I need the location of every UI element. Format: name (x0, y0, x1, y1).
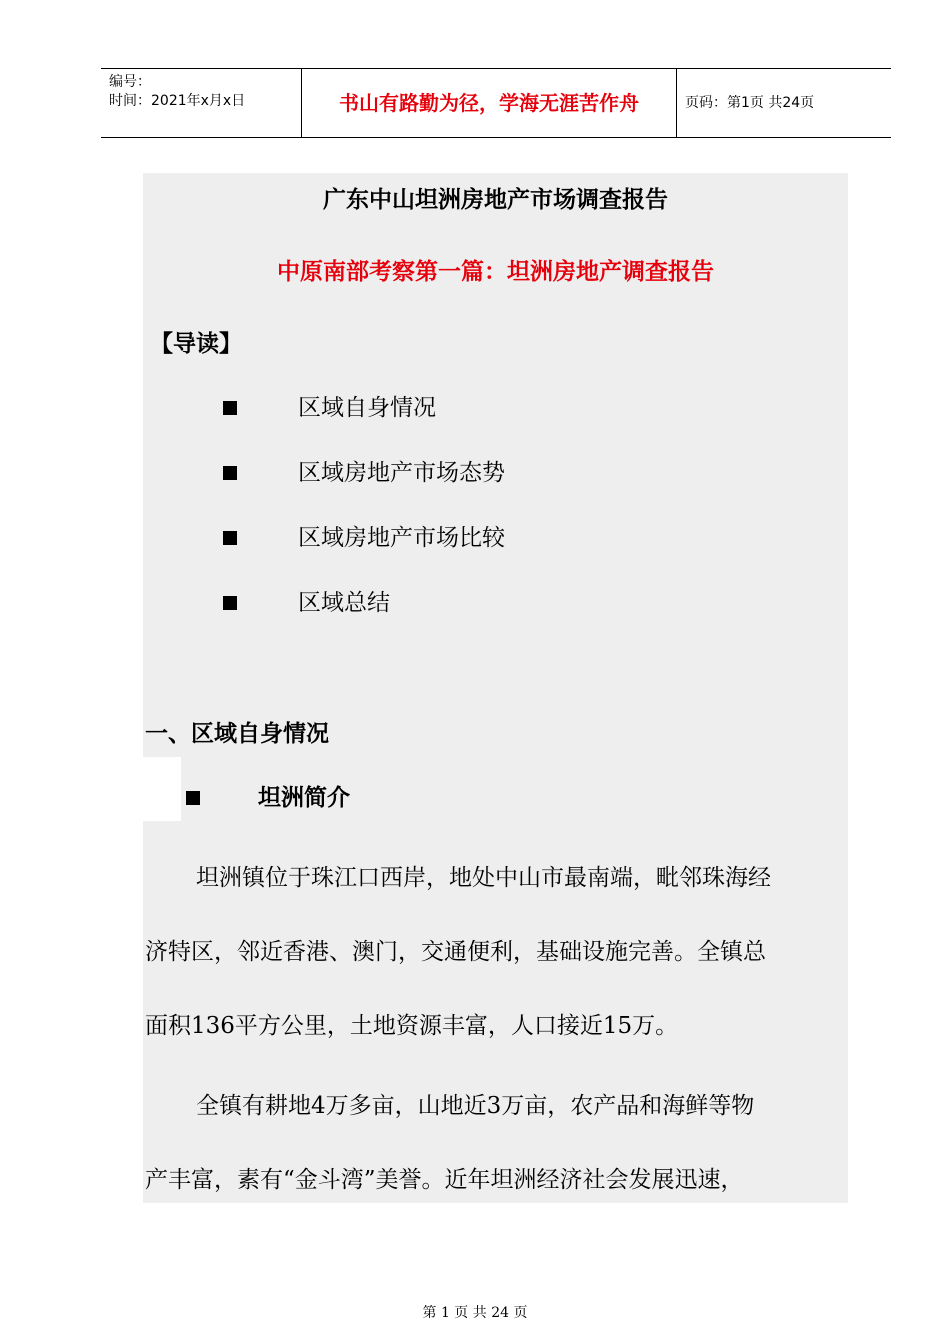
square-bullet-icon (223, 466, 237, 480)
guide-item-label: 区域总结 (298, 590, 390, 616)
section-heading: 一、区域自身情况 (145, 720, 329, 747)
page-header (101, 68, 891, 138)
document-title: 广东中山坦洲房地产市场调查报告 (323, 186, 668, 213)
page-footer: 第 1 页 共 24 页 (422, 1305, 528, 1321)
square-bullet-icon (186, 791, 200, 805)
guide-heading: 【导读】 (150, 330, 242, 357)
guide-item-label: 区域房地产市场比较 (298, 525, 505, 551)
header-motto-cell (301, 69, 677, 137)
guide-item-label: 区域房地产市场态势 (298, 460, 505, 486)
document-body (143, 173, 848, 1203)
header-motto: 书山有路勤为径，学海无涯苦作舟 (339, 91, 639, 115)
body-background-notch (143, 757, 181, 821)
document-subtitle: 中原南部考察第一篇：坦洲房地产调查报告 (277, 258, 714, 285)
square-bullet-icon (223, 531, 237, 545)
header-page-info: 页码：第1页 共24页 (685, 95, 815, 111)
document-number-label: 编号： (109, 74, 151, 90)
subsection-heading: 坦洲简介 (258, 784, 350, 811)
paragraph-line: 坦洲镇位于珠江口西岸，地处中山市最南端，毗邻珠海经 (196, 865, 771, 891)
paragraph-line: 产丰富，素有“金斗湾”美誉。近年坦洲经济社会发展迅速， (145, 1167, 744, 1193)
square-bullet-icon (223, 596, 237, 610)
guide-item-label: 区域自身情况 (298, 395, 436, 421)
paragraph-line: 济特区，邻近香港、澳门，交通便利，基础设施完善。全镇总 (145, 939, 766, 965)
paragraph-line: 全镇有耕地4万多亩，山地近3万亩，农产品和海鲜等物 (196, 1093, 755, 1119)
document-time-label: 时间：2021年x月x日 (109, 93, 246, 109)
paragraph-line: 面积136平方公里，土地资源丰富，人口接近15万。 (145, 1013, 679, 1039)
header-page-cell (677, 69, 891, 137)
header-meta-cell (101, 69, 301, 137)
square-bullet-icon (223, 401, 237, 415)
